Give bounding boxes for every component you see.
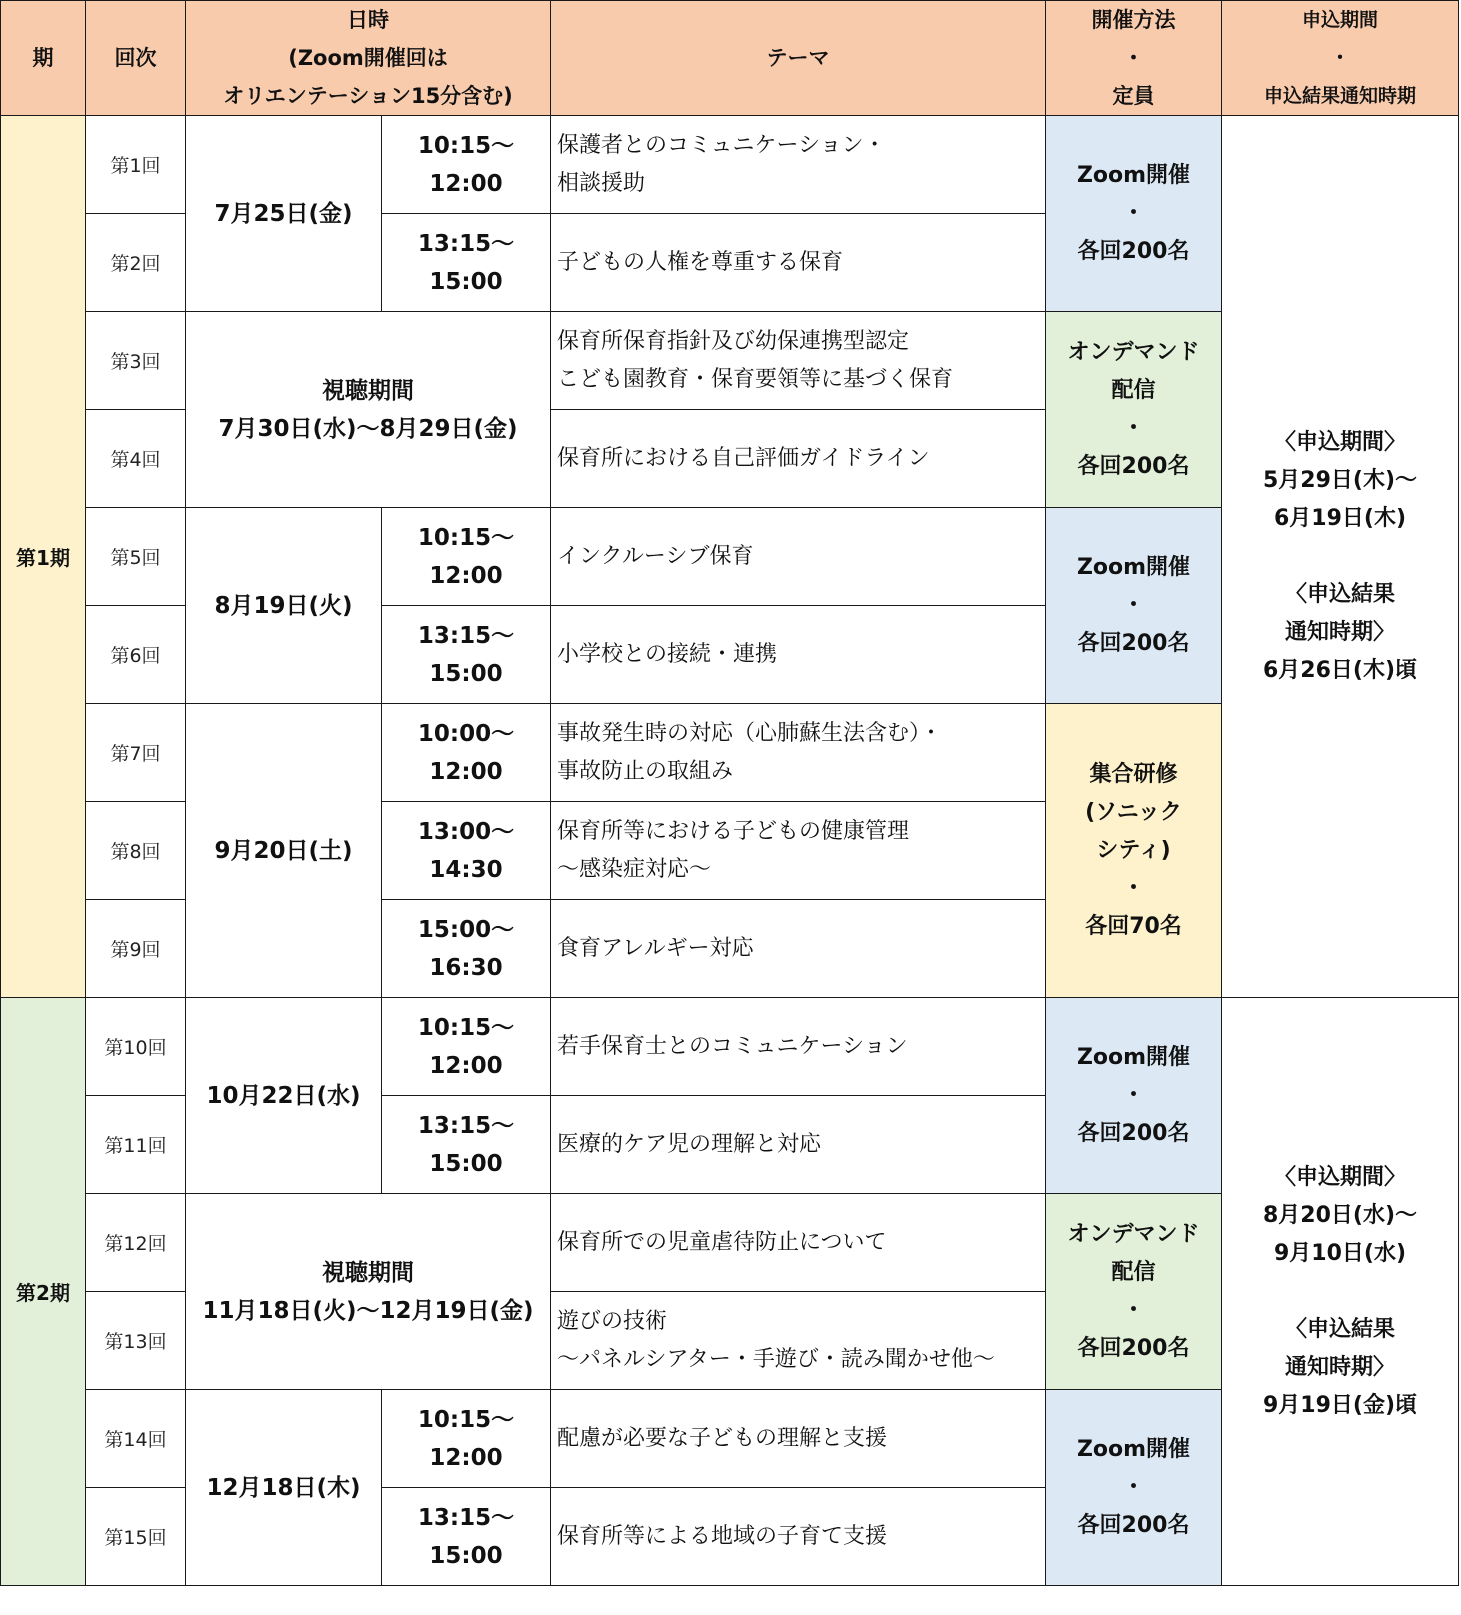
session-time: 13:15～ 15:00 bbox=[382, 1096, 551, 1194]
viewing-period: 視聴期間 11月18日(火)～12月19日(金) bbox=[186, 1194, 551, 1390]
session-theme: 遊びの技術 ～パネルシアター・手遊び・読み聞かせ他～ bbox=[551, 1292, 1046, 1390]
method-capacity: 集合研修 (ソニック シティ) ・ 各回70名 bbox=[1046, 704, 1222, 998]
table-row bbox=[1, 116, 1459, 214]
session-theme: 保育所保育指針及び幼保連携型認定 こども園教育・保育要領等に基づく保育 bbox=[551, 312, 1046, 410]
round-number: 第12回 bbox=[86, 1194, 186, 1292]
session-date: 12月18日(木) bbox=[186, 1390, 382, 1586]
header-period: 期 bbox=[1, 1, 86, 116]
session-time: 10:15～ 12:00 bbox=[382, 1390, 551, 1488]
period-label: 第1期 bbox=[1, 116, 86, 998]
session-theme: 保育所における自己評価ガイドライン bbox=[551, 410, 1046, 508]
header-apply: 申込期間 ・ 申込結果通知時期 bbox=[1222, 1, 1459, 116]
session-time: 13:15～ 15:00 bbox=[382, 606, 551, 704]
viewing-period: 視聴期間 7月30日(水)～8月29日(金) bbox=[186, 312, 551, 508]
session-time: 10:15～ 12:00 bbox=[382, 116, 551, 214]
round-number: 第2回 bbox=[86, 214, 186, 312]
session-theme: 子どもの人権を尊重する保育 bbox=[551, 214, 1046, 312]
session-time: 13:15～ 15:00 bbox=[382, 214, 551, 312]
round-number: 第14回 bbox=[86, 1390, 186, 1488]
round-number: 第7回 bbox=[86, 704, 186, 802]
round-number: 第3回 bbox=[86, 312, 186, 410]
header-theme: テーマ bbox=[551, 1, 1046, 116]
session-time: 13:00～ 14:30 bbox=[382, 802, 551, 900]
session-date: 7月25日(金) bbox=[186, 116, 382, 312]
application-period: 〈申込期間〉 5月29日(木)～ 6月19日(木) 〈申込結果 通知時期〉 6月26日(木)頃 bbox=[1222, 116, 1459, 998]
period-label: 第2期 bbox=[1, 998, 86, 1586]
session-theme: 医療的ケア児の理解と対応 bbox=[551, 1096, 1046, 1194]
session-time: 10:15～ 12:00 bbox=[382, 508, 551, 606]
session-theme: 小学校との接続・連携 bbox=[551, 606, 1046, 704]
session-theme: インクルーシブ保育 bbox=[551, 508, 1046, 606]
session-time: 10:15～ 12:00 bbox=[382, 998, 551, 1096]
header-datetime: 日時 (Zoom開催回は オリエンテーション15分含む) bbox=[186, 1, 551, 116]
method-capacity: Zoom開催 ・ 各回200名 bbox=[1046, 1390, 1222, 1586]
session-theme: 食育アレルギー対応 bbox=[551, 900, 1046, 998]
round-number: 第11回 bbox=[86, 1096, 186, 1194]
round-number: 第5回 bbox=[86, 508, 186, 606]
round-number: 第8回 bbox=[86, 802, 186, 900]
session-date: 9月20日(土) bbox=[186, 704, 382, 998]
method-capacity: オンデマンド 配信 ・ 各回200名 bbox=[1046, 312, 1222, 508]
session-time: 10:00～ 12:00 bbox=[382, 704, 551, 802]
header-round: 回次 bbox=[86, 1, 186, 116]
session-time: 13:15～ 15:00 bbox=[382, 1488, 551, 1586]
table-row bbox=[1, 998, 1459, 1096]
session-theme: 保護者とのコミュニケーション・ 相談援助 bbox=[551, 116, 1046, 214]
header-method: 開催方法 ・ 定員 bbox=[1046, 1, 1222, 116]
round-number: 第13回 bbox=[86, 1292, 186, 1390]
application-period: 〈申込期間〉 8月20日(水)～ 9月10日(水) 〈申込結果 通知時期〉 9月19日(金)頃 bbox=[1222, 998, 1459, 1586]
method-capacity: Zoom開催 ・ 各回200名 bbox=[1046, 998, 1222, 1194]
round-number: 第15回 bbox=[86, 1488, 186, 1586]
session-theme: 保育所等における子どもの健康管理 ～感染症対応～ bbox=[551, 802, 1046, 900]
session-theme: 保育所等による地域の子育て支援 bbox=[551, 1488, 1046, 1586]
method-capacity: Zoom開催 ・ 各回200名 bbox=[1046, 116, 1222, 312]
session-time: 15:00～ 16:30 bbox=[382, 900, 551, 998]
session-theme: 保育所での児童虐待防止について bbox=[551, 1194, 1046, 1292]
round-number: 第4回 bbox=[86, 410, 186, 508]
round-number: 第1回 bbox=[86, 116, 186, 214]
session-theme: 若手保育士とのコミュニケーション bbox=[551, 998, 1046, 1096]
method-capacity: Zoom開催 ・ 各回200名 bbox=[1046, 508, 1222, 704]
session-theme: 配慮が必要な子どもの理解と支援 bbox=[551, 1390, 1046, 1488]
session-date: 10月22日(水) bbox=[186, 998, 382, 1194]
method-capacity: オンデマンド 配信 ・ 各回200名 bbox=[1046, 1194, 1222, 1390]
session-date: 8月19日(火) bbox=[186, 508, 382, 704]
round-number: 第10回 bbox=[86, 998, 186, 1096]
round-number: 第6回 bbox=[86, 606, 186, 704]
session-theme: 事故発生時の対応（心肺蘇生法含む）・ 事故防止の取組み bbox=[551, 704, 1046, 802]
round-number: 第9回 bbox=[86, 900, 186, 998]
header-row bbox=[1, 1, 1459, 116]
